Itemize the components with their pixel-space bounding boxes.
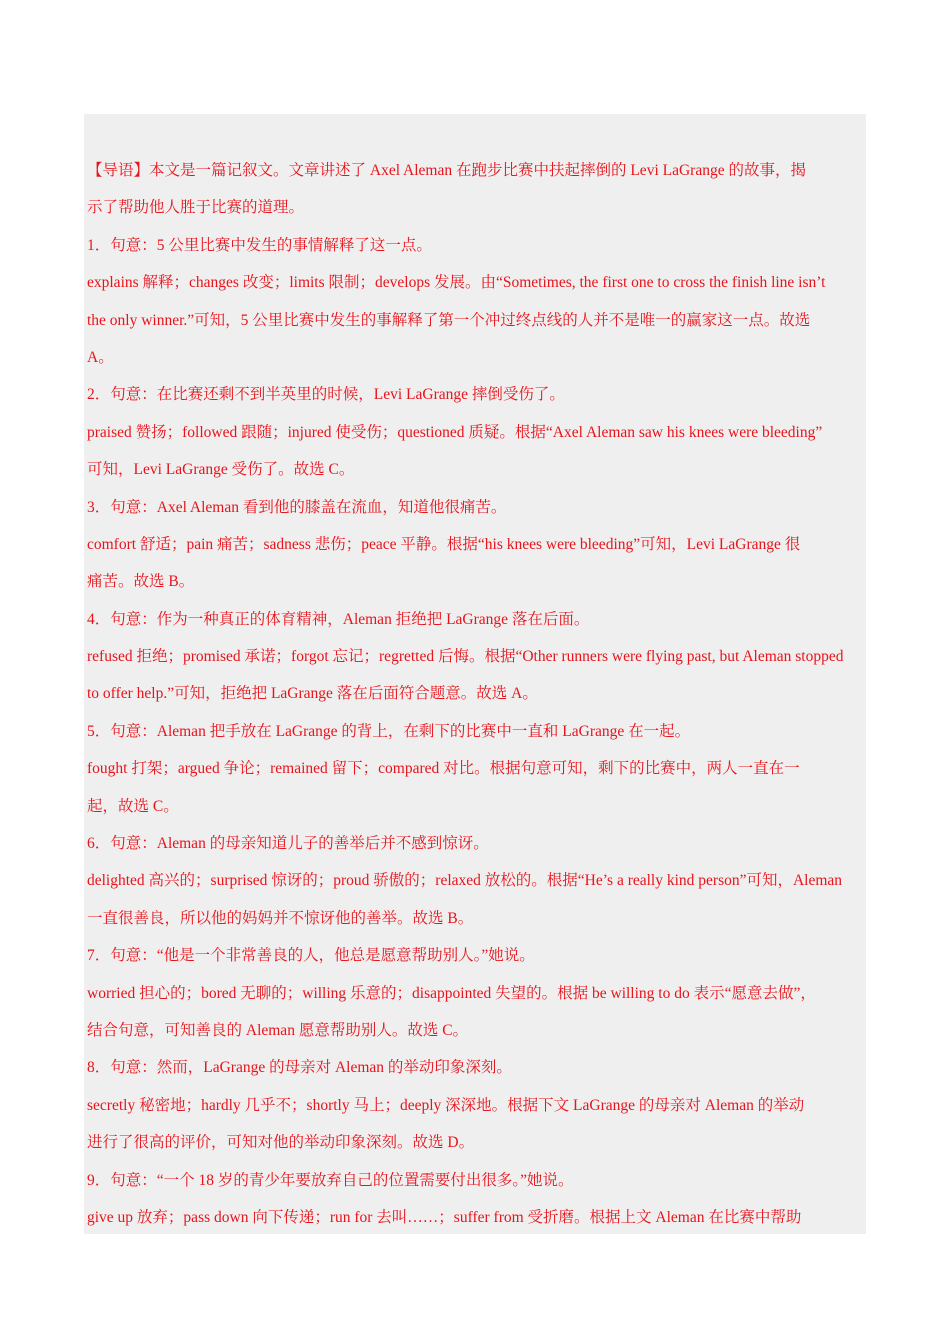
text-line: give up 放弃；pass down 向下传递；run for 去叫……；suffer from 受折磨。根据上文 Aleman 在比赛中帮助 [87,1208,802,1226]
text-line: refused 拒绝；promised 承诺；forgot 忘记；regretted 后悔。根据“Other runners were flying past, but Aleman stopped [87,648,844,666]
text-line: 5．句意：Aleman 把手放在 LaGrange 的背上，在剩下的比赛中一直和 LaGrange 在一起。 [87,722,691,740]
text-line: 结合句意，可知善良的 Aleman 愿意帮助别人。故选 C。 [87,1021,469,1039]
text-line: explains 解释；changes 改变；limits 限制；develops 发展。由“Sometimes, the first one to cross the finish line isn’t [87,274,826,292]
text-line: 一直很善良，所以他的妈妈并不惊讶他的善举。故选 B。 [87,909,474,927]
text-line: 示了帮助他人胜于比赛的道理。 [87,199,305,217]
text-line: 9．句意：“一个 18 岁的青少年要放弃自己的位置需要付出很多。”她说。 [87,1171,574,1189]
explanation-text [87,152,907,1236]
text-line: to offer help.”可知，拒绝把 LaGrange 落在后面符合题意。故选 A。 [87,685,538,703]
text-line: worried 担心的；bored 无聊的；willing 乐意的；disappointed 失望的。根据 be willing to do 表示“愿意去做”， [87,984,816,1002]
text-line: A。 [87,348,114,366]
text-line: secretly 秘密地；hardly 几乎不；shortly 马上；deeply 深深地。根据下文 LaGrange 的母亲对 Aleman 的举动 [87,1096,805,1114]
text-line: 3．句意：Axel Aleman 看到他的膝盖在流血，知道他很痛苦。 [87,498,507,516]
text-line: 痛苦。故选 B。 [87,573,195,591]
text-line: fought 打架；argued 争论；remained 留下；compared 对比。根据句意可知，剩下的比赛中，两人一直在一 [87,760,800,778]
text-line: 6．句意：Aleman 的母亲知道儿子的善举后并不感到惊讶。 [87,835,489,853]
text-line: delighted 高兴的；surprised 惊讶的；proud 骄傲的；relaxed 放松的。根据“He’s a really kind person”可知，Aleman [87,872,843,890]
text-line: the only winner.”可知，5 公里比赛中发生的事解释了第一个冲过终点线的人并不是唯一的赢家这一点。故选 [87,311,811,329]
text-line: 2．句意：在比赛还剩不到半英里的时候，Levi LaGrange 摔倒受伤了。 [87,386,565,404]
text-line: 进行了很高的评价，可知对他的举动印象深刻。故选 D。 [87,1134,475,1152]
text-line: 1．句意：5 公里比赛中发生的事情解释了这一点。 [87,236,432,254]
text-line: 可知，Levi LaGrange 受伤了。故选 C。 [87,461,355,479]
text-line: 7．句意：“他是一个非常善良的人，他总是愿意帮助别人。”她说。 [87,947,535,965]
text-line: 4．句意：作为一种真正的体育精神，Aleman 拒绝把 LaGrange 落在后面。 [87,610,590,628]
text-line: 起，故选 C。 [87,797,179,815]
text-line: 8．句意：然而，LaGrange 的母亲对 Aleman 的举动印象深刻。 [87,1059,512,1077]
text-line: praised 赞扬；followed 跟随；injured 使受伤；questioned 质疑。根据“Axel Aleman saw his knees were bleeding” [87,423,823,441]
text-line: comfort 舒适；pain 痛苦；sadness 悲伤；peace 平静。根据“his knees were bleeding”可知，Levi LaGrange 很 [87,535,801,553]
text-line: 【导语】本文是一篇记叙文。文章讲述了 Axel Aleman 在跑步比赛中扶起摔倒的 Levi LaGrange 的故事，揭 [87,162,806,179]
